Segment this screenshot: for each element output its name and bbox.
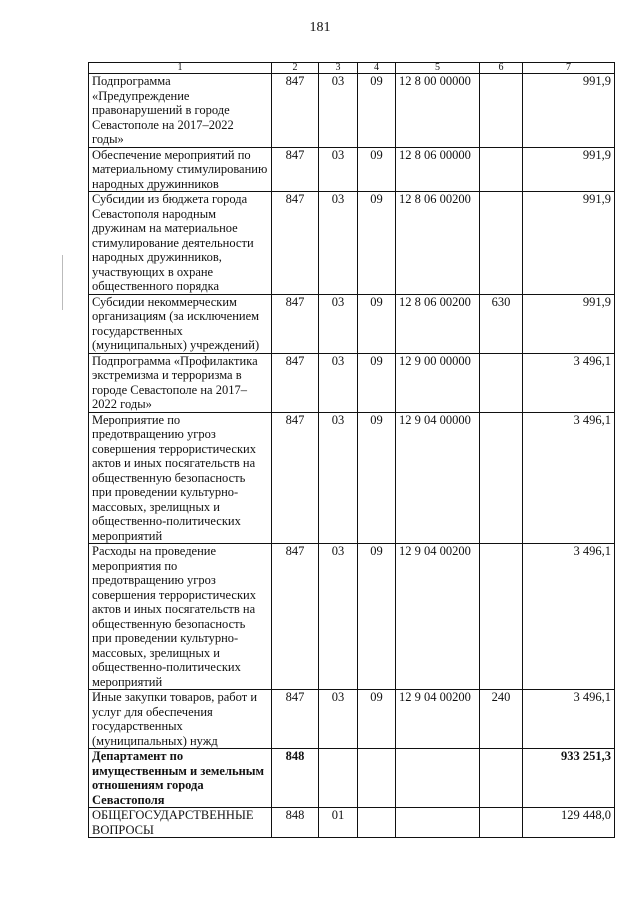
row-vr: 630 xyxy=(480,294,523,353)
row-name: Подпрограмма «Предупреждение правонарушений в городе Севастополе на 2017–2022 годы» xyxy=(89,74,272,148)
row-vr xyxy=(480,412,523,544)
row-sum: 991,9 xyxy=(523,74,615,148)
row-sum: 991,9 xyxy=(523,294,615,353)
row-csr: 12 9 04 00200 xyxy=(396,690,480,749)
row-csr xyxy=(396,808,480,838)
header-col-4: 4 xyxy=(358,63,396,74)
row-ved: 847 xyxy=(272,74,319,148)
row-sum: 933 251,3 xyxy=(523,749,615,808)
row-rz: 03 xyxy=(319,74,358,148)
row-pr: 09 xyxy=(358,294,396,353)
table-row xyxy=(89,294,615,353)
row-csr: 12 9 04 00200 xyxy=(396,544,480,690)
row-pr: 09 xyxy=(358,544,396,690)
row-ved: 847 xyxy=(272,544,319,690)
row-sum: 991,9 xyxy=(523,147,615,192)
row-rz: 03 xyxy=(319,412,358,544)
table-row xyxy=(89,192,615,295)
row-csr: 12 9 00 00000 xyxy=(396,353,480,412)
table-row xyxy=(89,690,615,749)
row-name: ОБЩЕГОСУДАРСТВЕННЫЕ ВОПРОСЫ xyxy=(89,808,272,838)
row-name: Мероприятие по предотвращению угроз совершения террористических актов и иных посягательств на общественную безопасность при проведении культурно-массовых, зрелищных и общественно-политических мероприятий xyxy=(89,412,272,544)
row-sum: 991,9 xyxy=(523,192,615,295)
row-ved: 847 xyxy=(272,147,319,192)
row-csr: 12 8 06 00200 xyxy=(396,192,480,295)
table-row xyxy=(89,749,615,808)
row-ved: 847 xyxy=(272,192,319,295)
row-rz: 03 xyxy=(319,690,358,749)
row-vr xyxy=(480,74,523,148)
row-csr: 12 9 04 00000 xyxy=(396,412,480,544)
header-col-2: 2 xyxy=(272,63,319,74)
row-pr xyxy=(358,808,396,838)
row-vr xyxy=(480,749,523,808)
row-vr xyxy=(480,147,523,192)
row-ved: 847 xyxy=(272,353,319,412)
table-row xyxy=(89,544,615,690)
row-name: Подпрограмма «Профилактика экстремизма и терроризма в городе Севастополе на 2017–2022 годы» xyxy=(89,353,272,412)
row-vr: 240 xyxy=(480,690,523,749)
row-name: Субсидии некоммерческим организациям (за исключением государственных (муниципальных) учреждений) xyxy=(89,294,272,353)
table-row xyxy=(89,74,615,148)
table-row xyxy=(89,353,615,412)
row-name: Субсидии из бюджета города Севастополя народным дружинам на материальное стимулирование деятельности народных дружинников, участвующих в охране общественного порядка xyxy=(89,192,272,295)
row-rz: 01 xyxy=(319,808,358,838)
row-pr: 09 xyxy=(358,147,396,192)
row-rz: 03 xyxy=(319,147,358,192)
table-row xyxy=(89,147,615,192)
row-rz: 03 xyxy=(319,294,358,353)
table-row xyxy=(89,808,615,838)
row-vr xyxy=(480,544,523,690)
row-ved: 847 xyxy=(272,412,319,544)
row-csr: 12 8 06 00000 xyxy=(396,147,480,192)
row-csr xyxy=(396,749,480,808)
header-col-6: 6 xyxy=(480,63,523,74)
row-ved: 847 xyxy=(272,690,319,749)
header-col-3: 3 xyxy=(319,63,358,74)
row-name: Иные закупки товаров, работ и услуг для обеспечения государственных (муниципальных) нужд xyxy=(89,690,272,749)
row-sum: 3 496,1 xyxy=(523,690,615,749)
row-vr xyxy=(480,353,523,412)
row-sum: 129 448,0 xyxy=(523,808,615,838)
row-rz: 03 xyxy=(319,192,358,295)
row-sum: 3 496,1 xyxy=(523,544,615,690)
row-name: Департамент по имущественным и земельным отношениям города Севастополя xyxy=(89,749,272,808)
header-col-1: 1 xyxy=(89,63,272,74)
table-row xyxy=(89,412,615,544)
row-pr: 09 xyxy=(358,353,396,412)
row-rz: 03 xyxy=(319,353,358,412)
page-number: 181 xyxy=(309,20,331,35)
row-name: Расходы на проведение мероприятия по предотвращению угроз совершения террористических актов и иных посягательств на общественную безопасность при проведении культурно-массовых, зрелищных и общественно-политических мероприятий xyxy=(89,544,272,690)
row-rz: 03 xyxy=(319,544,358,690)
row-pr: 09 xyxy=(358,74,396,148)
row-sum: 3 496,1 xyxy=(523,412,615,544)
row-vr xyxy=(480,192,523,295)
header-row xyxy=(89,63,615,74)
row-vr xyxy=(480,808,523,838)
row-sum: 3 496,1 xyxy=(523,353,615,412)
header-col-7: 7 xyxy=(523,63,615,74)
row-pr: 09 xyxy=(358,690,396,749)
header-col-5: 5 xyxy=(396,63,480,74)
margin-mark xyxy=(62,255,63,310)
row-name: Обеспечение мероприятий по материальному стимулированию народных дружинников xyxy=(89,147,272,192)
row-ved: 848 xyxy=(272,808,319,838)
row-pr: 09 xyxy=(358,412,396,544)
row-pr xyxy=(358,749,396,808)
row-ved: 847 xyxy=(272,294,319,353)
row-pr: 09 xyxy=(358,192,396,295)
row-rz xyxy=(319,749,358,808)
budget-table-body xyxy=(89,74,615,838)
budget-table xyxy=(88,62,615,838)
row-ved: 848 xyxy=(272,749,319,808)
row-csr: 12 8 00 00000 xyxy=(396,74,480,148)
row-csr: 12 8 06 00200 xyxy=(396,294,480,353)
